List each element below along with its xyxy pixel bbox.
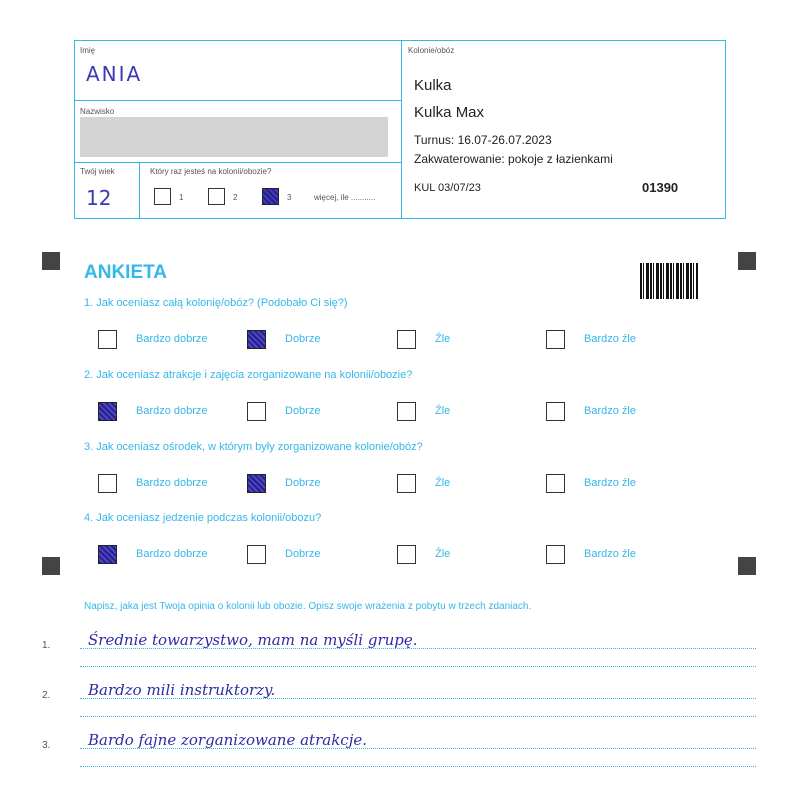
question-3-checkbox-3[interactable]	[397, 474, 416, 493]
zakwaterowanie: Zakwaterowanie: pokoje z łazienkami	[414, 152, 613, 166]
registration-marker	[42, 252, 60, 270]
question-2-option-label: Źle	[435, 405, 451, 417]
question-1-checkbox-1[interactable]	[98, 330, 117, 349]
wiek-label: Twój wiek	[80, 167, 115, 176]
kolonie-label: Kolonie/obóz	[408, 46, 455, 55]
question-4-text: 4. Jak oceniasz jedzenie podczas kolonii/obozu?	[84, 512, 322, 524]
answer-dotted-line	[80, 698, 756, 699]
visit-option-3: 3	[287, 193, 292, 202]
question-1-checkbox-4[interactable]	[546, 330, 565, 349]
answer-dotted-line	[80, 716, 756, 717]
question-3-option-label: Dobrze	[285, 477, 321, 489]
answer-dotted-line	[80, 648, 756, 649]
turnus: Turnus: 16.07-26.07.2023	[414, 133, 552, 147]
question-4-checkbox-1[interactable]	[98, 545, 117, 564]
survey-title: ANKIETA	[84, 262, 168, 283]
question-3-option-label: Źle	[435, 477, 451, 489]
question-2-checkbox-2[interactable]	[247, 402, 266, 421]
wiecej-label: więcej, ile ...........	[314, 193, 376, 202]
question-3-checkbox-2[interactable]	[247, 474, 266, 493]
answer-line-text[interactable]: Bardo fajne zorganizowane atrakcje.	[88, 731, 367, 749]
question-4-option-label: Źle	[435, 548, 451, 560]
question-2-checkbox-3[interactable]	[397, 402, 416, 421]
question-4-checkbox-2[interactable]	[247, 545, 266, 564]
question-4-option-label: Bardzo dobrze	[136, 548, 208, 560]
question-1-checkbox-3[interactable]	[397, 330, 416, 349]
camp-code: KUL 03/07/23	[414, 182, 481, 194]
imie-label: Imię	[80, 46, 96, 55]
question-4-option-label: Dobrze	[285, 548, 321, 560]
registration-marker	[42, 557, 60, 575]
redacted-surname	[80, 117, 388, 157]
answer-dotted-line	[80, 766, 756, 767]
barcode-icon	[640, 263, 698, 299]
question-3-text: 3. Jak oceniasz ośrodek, w którym były zorganizowane kolonie/obóz?	[84, 441, 423, 453]
answer-line-text[interactable]: Bardzo mili instruktorzy.	[88, 681, 276, 699]
divider	[75, 162, 401, 163]
question-3-option-label: Bardzo źle	[584, 477, 636, 489]
registration-marker	[738, 252, 756, 270]
question-2-checkbox-1[interactable]	[98, 402, 117, 421]
form-number: 01390	[642, 180, 679, 195]
question-1-option-label: Bardzo dobrze	[136, 333, 208, 345]
question-1-checkbox-2[interactable]	[247, 330, 266, 349]
question-4-option-label: Bardzo źle	[584, 548, 636, 560]
divider	[139, 162, 140, 219]
registration-marker	[738, 557, 756, 575]
divider	[401, 41, 402, 219]
question-2-option-label: Bardzo dobrze	[136, 405, 208, 417]
answer-line-number: 3.	[42, 740, 51, 751]
ktory-raz-label: Który raz jesteś na kolonii/obozie?	[150, 167, 272, 176]
question-4-checkbox-4[interactable]	[546, 545, 565, 564]
visit-option-1: 1	[179, 193, 184, 202]
answer-line-text[interactable]: Średnie towarzystwo, mam na myśli grupę.	[88, 631, 418, 649]
answer-line-number: 1.	[42, 640, 51, 651]
question-2-option-label: Bardzo źle	[584, 405, 636, 417]
question-3-option-label: Bardzo dobrze	[136, 477, 208, 489]
kolonie-sub: Kulka Max	[414, 104, 485, 121]
opinion-prompt: Napisz, jaka jest Twoja opinia o kolonii lub obozie. Opisz swoje wrażenia z pobytu w trzech zdaniach.	[84, 601, 532, 612]
question-3-checkbox-4[interactable]	[546, 474, 565, 493]
visit-checkbox-3[interactable]	[262, 188, 279, 205]
visit-option-2: 2	[233, 193, 238, 202]
imie-value[interactable]: ANIA	[86, 62, 143, 86]
visit-checkbox-2[interactable]	[208, 188, 225, 205]
question-1-option-label: Dobrze	[285, 333, 321, 345]
question-1-option-label: Źle	[435, 333, 451, 345]
answer-dotted-line	[80, 748, 756, 749]
question-2-option-label: Dobrze	[285, 405, 321, 417]
question-1-text: 1. Jak oceniasz całą kolonię/obóz? (Podobało Ci się?)	[84, 297, 348, 309]
nazwisko-label: Nazwisko	[80, 107, 115, 116]
visit-checkbox-1[interactable]	[154, 188, 171, 205]
question-3-checkbox-1[interactable]	[98, 474, 117, 493]
question-1-option-label: Bardzo źle	[584, 333, 636, 345]
question-4-checkbox-3[interactable]	[397, 545, 416, 564]
question-2-text: 2. Jak oceniasz atrakcje i zajęcia zorganizowane na kolonii/obozie?	[84, 369, 413, 381]
answer-line-number: 2.	[42, 690, 51, 701]
divider	[75, 100, 401, 101]
wiek-value[interactable]: 12	[86, 186, 112, 210]
answer-dotted-line	[80, 666, 756, 667]
question-2-checkbox-4[interactable]	[546, 402, 565, 421]
kolonie-name: Kulka	[414, 77, 452, 94]
